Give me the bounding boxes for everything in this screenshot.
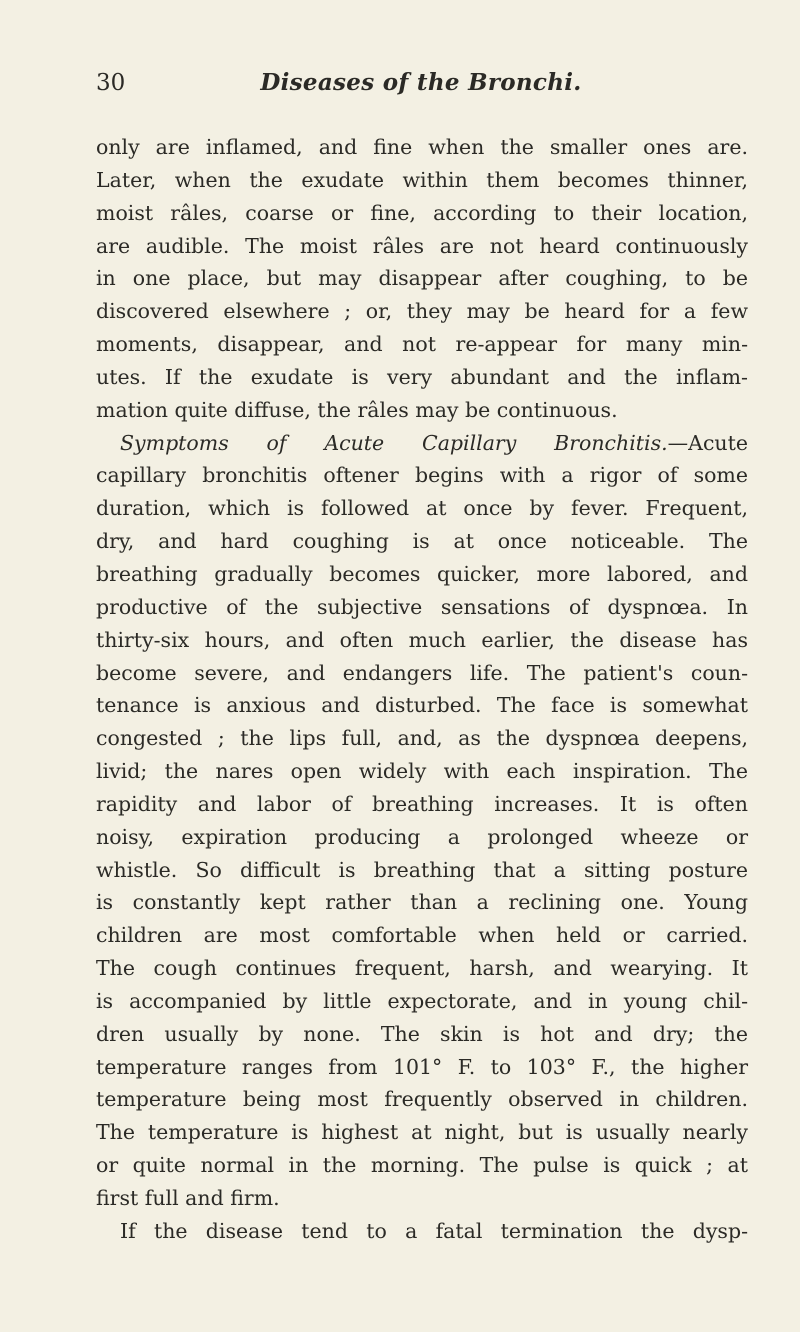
text-line: temperature being most frequently observed in children. xyxy=(96,1087,748,1112)
text-line: temperature ranges from 101° F. to 103° F., the higher xyxy=(96,1054,748,1079)
text-line: only are inflamed, and fine when the smaller ones are. xyxy=(96,135,748,159)
text-line: rapidity and labor of breathing increases. It is often xyxy=(96,791,748,816)
running-head xyxy=(96,65,736,101)
section-heading: Symptoms of Acute Capillary Bronchitis. xyxy=(120,430,668,455)
section-lead-line xyxy=(96,427,748,460)
text-line: or quite normal in the morning. The pulse is quick ; at xyxy=(96,1153,748,1178)
text-line: The temperature is highest at night, but is usually nearly xyxy=(96,1120,748,1145)
running-title: Diseases of the Bronchi. xyxy=(260,69,582,96)
text-line: is accompanied by little expectorate, and in young chil- xyxy=(96,988,748,1013)
text-line: moist râles, coarse or fine, according to their location, xyxy=(96,200,748,225)
text-line: congested ; the lips full, and, as the dyspnœa deepens, xyxy=(96,726,748,751)
text-line: capillary bronchitis oftener begins with a rigor of some xyxy=(96,463,748,488)
text-line: The cough continues frequent, harsh, and wearying. It xyxy=(96,956,748,981)
text-line: Later, when the exudate within them becomes thinner, xyxy=(96,167,748,192)
text-line: productive of the subjective sensations of dyspnœa. In xyxy=(96,594,748,619)
section-lead-text: —Acute xyxy=(667,430,748,455)
text-line: thirty-six hours, and often much earlier, the disease has xyxy=(96,627,748,652)
text-line: become severe, and endangers life. The patient's coun- xyxy=(96,660,748,685)
text-line: children are most comfortable when held or carried. xyxy=(96,923,748,948)
text-line: breathing gradually becomes quicker, more labored, and xyxy=(96,561,748,586)
text-line: moments, disappear, and not re-appear for many min- xyxy=(96,332,748,357)
text-line: whistle. So difficult is breathing that a sitting posture xyxy=(96,857,748,882)
text-line: in one place, but may disappear after coughing, to be xyxy=(96,266,748,291)
text-line: dry, and hard coughing is at once noticeable. The xyxy=(96,529,748,554)
text-line: dren usually by none. The skin is hot and dry; the xyxy=(96,1021,748,1046)
text-line: are audible. The moist râles are not heard continuously xyxy=(96,233,748,258)
text-line: mation quite diffuse, the râles may be continuous. xyxy=(96,397,618,422)
text-line: utes. If the exudate is very abundant and the inflam- xyxy=(96,364,748,389)
text-line: duration, which is followed at once by fever. Frequent, xyxy=(96,496,748,521)
text-line: is constantly kept rather than a reclining one. Young xyxy=(96,890,748,915)
text-line: discovered elsewhere ; or, they may be heard for a few xyxy=(96,299,748,324)
text-line: If the disease tend to a fatal termination the dysp- xyxy=(120,1218,748,1243)
page-number: 30 xyxy=(96,70,126,96)
text-line: noisy, expiration producing a prolonged wheeze or xyxy=(96,824,748,849)
text-line: first full and firm. xyxy=(96,1186,280,1210)
text-line: tenance is anxious and disturbed. The face is somewhat xyxy=(96,693,748,718)
body-text xyxy=(96,131,748,1248)
text-line: livid; the nares open widely with each inspiration. The xyxy=(96,759,748,784)
